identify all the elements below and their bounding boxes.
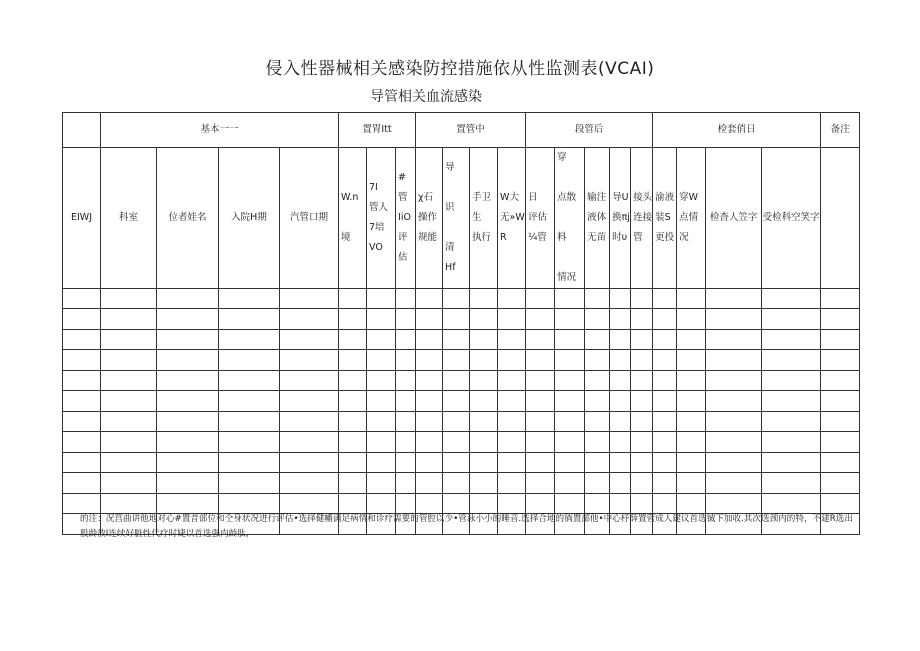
monitoring-table xyxy=(62,112,860,535)
col-id: EIWJ xyxy=(63,148,101,289)
group-maintenance: 置管中 xyxy=(416,113,526,148)
col-maint-aseptic: W大 无»W R xyxy=(500,191,525,243)
col-post-site: 穿W 点情 况 xyxy=(679,191,699,243)
group-placement: 置胃Itt xyxy=(339,113,416,148)
table-row xyxy=(63,473,860,494)
col-tube-date: 汽管口期 xyxy=(280,148,339,289)
table-row xyxy=(63,288,860,309)
col-post-infusion-set: 渝液 装S 更投 xyxy=(655,191,675,243)
col-post-daily-eval: 日 评估 ¼管 xyxy=(528,191,548,243)
col-maint-label: 导 识 清 Hf xyxy=(445,161,456,273)
col-patient-name: 位者娃名 xyxy=(157,148,219,289)
header-row-groups xyxy=(63,113,860,148)
header-row-columns xyxy=(63,148,860,289)
group-inspector: 检套俏日 xyxy=(653,113,821,148)
col-maint-operation: χ石 操作 规能 xyxy=(418,191,438,243)
col-maint-hand-hygiene: 手卫 生 执行 xyxy=(472,191,492,243)
col-post-connector: 接头 连接 管 xyxy=(633,191,653,243)
table-row xyxy=(63,452,860,473)
table-row xyxy=(63,370,860,391)
page-title: 侵入性器械相关感染防控措施依从性监测表(VCAI) xyxy=(265,59,655,79)
col-dept: 科室 xyxy=(101,148,157,289)
group-post: 段管后 xyxy=(526,113,653,148)
col-inspected-sign: 受检科空笑字 xyxy=(762,148,821,289)
table-row xyxy=(63,432,860,453)
table-row xyxy=(63,493,860,514)
footnote: 的注：况筥曲讲他地对心#置昔部位和仝身状况进行评估•选择健幡满足病情和诊疗需要的管腔以少•管泳小小的睡音.选择合地的徜置部他•中心杼薛置管成人建议首选铖下加收.其次选颈内的特，不建R选出股龄放I连续好脏性代疗时婕以首选强内龄肽， xyxy=(80,514,853,539)
col-post-change: 导U 换πj 时υ xyxy=(612,191,630,243)
col-post-infusion: 输注 液体 无苗 xyxy=(587,191,607,243)
col-placement-eval: #管 IiO 评估 xyxy=(398,171,411,263)
col-admit-date: 入院H期 xyxy=(219,148,280,289)
col-remark xyxy=(821,148,860,289)
corner-cell xyxy=(63,113,101,148)
col-post-dressing: 穿 点散 料 情况 xyxy=(557,152,577,283)
col-placement-staff: 7I 管人 7培 VO xyxy=(369,181,389,253)
page-subtitle: 导管相关血流感染 xyxy=(370,89,482,105)
group-remark: 备注 xyxy=(821,113,860,148)
col-inspector-sign: 检杳人笠字 xyxy=(706,148,762,289)
table-row xyxy=(63,411,860,432)
table-row xyxy=(63,350,860,371)
group-basic: 基本一一 xyxy=(101,113,339,148)
col-placement-env: W.n 境 xyxy=(341,191,359,243)
table-row xyxy=(63,309,860,330)
table-row xyxy=(63,391,860,412)
table-row xyxy=(63,329,860,350)
